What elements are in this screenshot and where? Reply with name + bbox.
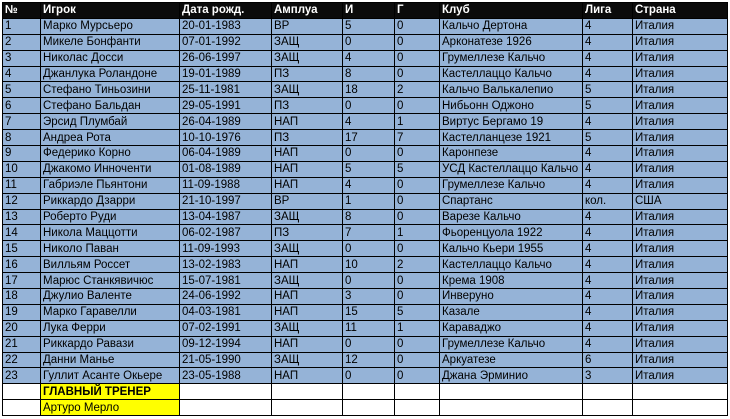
squad-roster-table	[2, 2, 728, 416]
games-cell: 12	[343, 352, 395, 368]
birth-date-cell: 15-07-1981	[180, 273, 272, 289]
player-name-cell: Марюс Станкявичюс	[41, 273, 180, 289]
player-name-cell: Данни Манье	[41, 352, 180, 368]
country-cell: Италия	[633, 146, 728, 162]
league-cell: 5	[583, 130, 633, 146]
table-row	[3, 161, 728, 177]
birth-date-cell: 11-09-1993	[180, 241, 272, 257]
country-cell: Италия	[633, 368, 728, 384]
country-cell: Италия	[633, 289, 728, 305]
games-cell: 4	[343, 177, 395, 193]
blank-cell	[440, 384, 583, 400]
club-cell: УСД Кастеллаццо Кальчо	[440, 161, 583, 177]
table-row	[3, 193, 728, 209]
goals-cell: 0	[395, 273, 440, 289]
position-cell: ЗАЩ	[272, 82, 343, 98]
games-cell: 8	[343, 209, 395, 225]
table-row	[3, 130, 728, 146]
position-cell: ЗАЩ	[272, 241, 343, 257]
games-cell: 18	[343, 82, 395, 98]
table-row	[3, 273, 728, 289]
position-cell: НАП	[272, 304, 343, 320]
player-number-cell: 2	[3, 34, 41, 50]
table-row	[3, 209, 728, 225]
club-cell: Аркуатезе	[440, 352, 583, 368]
blank-cell	[3, 400, 41, 416]
league-cell: 4	[583, 18, 633, 34]
games-cell: 0	[343, 336, 395, 352]
player-name-cell: Николас Досси	[41, 50, 180, 66]
games-cell: 10	[343, 257, 395, 273]
country-cell: Италия	[633, 98, 728, 114]
player-name-cell: Эрсид Плумбай	[41, 114, 180, 130]
player-name-cell: Марко Гаравелли	[41, 304, 180, 320]
blank-cell	[272, 400, 343, 416]
goals-cell: 1	[395, 225, 440, 241]
league-cell: 4	[583, 209, 633, 225]
league-cell: 4	[583, 146, 633, 162]
goals-cell: 5	[395, 161, 440, 177]
club-cell: Кальчо Валькалепио	[440, 82, 583, 98]
country-cell: Италия	[633, 209, 728, 225]
country-cell: Италия	[633, 273, 728, 289]
player-name-cell: Джакомо Инноченти	[41, 161, 180, 177]
league-cell: 3	[583, 368, 633, 384]
club-cell: Каронпезе	[440, 146, 583, 162]
country-cell: Италия	[633, 114, 728, 130]
birth-date-cell: 07-02-1991	[180, 320, 272, 336]
player-name-cell: Джулио Валенте	[41, 289, 180, 305]
column-header-country: Страна	[633, 3, 728, 19]
league-cell: 4	[583, 257, 633, 273]
club-cell: Грумеллезе Кальчо	[440, 50, 583, 66]
column-header-games: И	[343, 3, 395, 19]
birth-date-cell: 11-09-1988	[180, 177, 272, 193]
head-coach-title: ГЛАВНЫЙ ТРЕНЕР	[41, 384, 180, 400]
league-cell: 4	[583, 66, 633, 82]
column-header-number: №	[3, 3, 41, 19]
blank-cell	[343, 400, 395, 416]
games-cell: 5	[343, 161, 395, 177]
table-row	[3, 289, 728, 305]
club-cell: Арконатезе 1926	[440, 34, 583, 50]
games-cell: 5	[343, 18, 395, 34]
goals-cell: 0	[395, 98, 440, 114]
player-number-cell: 21	[3, 336, 41, 352]
player-number-cell: 22	[3, 352, 41, 368]
league-cell: 5	[583, 98, 633, 114]
club-cell: Казале	[440, 304, 583, 320]
country-cell: Италия	[633, 82, 728, 98]
position-cell: ПЗ	[272, 98, 343, 114]
table-row	[3, 352, 728, 368]
table-row	[3, 66, 728, 82]
birth-date-cell: 23-05-1988	[180, 368, 272, 384]
blank-cell	[180, 400, 272, 416]
player-name-cell: Лука Ферри	[41, 320, 180, 336]
birth-date-cell: 21-05-1990	[180, 352, 272, 368]
player-number-cell: 1	[3, 18, 41, 34]
blank-cell	[395, 400, 440, 416]
position-cell: ЗАЩ	[272, 273, 343, 289]
blank-cell	[583, 400, 633, 416]
games-cell: 3	[343, 289, 395, 305]
player-name-cell: Риккардо Равази	[41, 336, 180, 352]
country-cell: Италия	[633, 50, 728, 66]
games-cell: 0	[343, 146, 395, 162]
club-cell: Грумеллезе Кальчо	[440, 177, 583, 193]
table-row	[3, 241, 728, 257]
coach-name-row	[3, 400, 728, 416]
country-cell: Италия	[633, 336, 728, 352]
birth-date-cell: 25-11-1981	[180, 82, 272, 98]
games-cell: 7	[343, 225, 395, 241]
player-number-cell: 14	[3, 225, 41, 241]
games-cell: 15	[343, 304, 395, 320]
birth-date-cell: 19-01-1989	[180, 66, 272, 82]
blank-cell	[3, 384, 41, 400]
goals-cell: 0	[395, 146, 440, 162]
league-cell: 6	[583, 352, 633, 368]
player-name-cell: Микеле Бонфанти	[41, 34, 180, 50]
player-name-cell: Андреа Рота	[41, 130, 180, 146]
player-number-cell: 3	[3, 50, 41, 66]
player-number-cell: 9	[3, 146, 41, 162]
table-row	[3, 177, 728, 193]
goals-cell: 0	[395, 241, 440, 257]
goals-cell: 0	[395, 50, 440, 66]
birth-date-cell: 26-06-1997	[180, 50, 272, 66]
player-number-cell: 10	[3, 161, 41, 177]
country-cell: Италия	[633, 257, 728, 273]
table-row	[3, 336, 728, 352]
player-name-cell: Никола Маццотти	[41, 225, 180, 241]
club-cell: Кальчо Кьери 1955	[440, 241, 583, 257]
position-cell: НАП	[272, 368, 343, 384]
table-row	[3, 368, 728, 384]
country-cell: Италия	[633, 130, 728, 146]
position-cell: ПЗ	[272, 66, 343, 82]
games-cell: 0	[343, 273, 395, 289]
games-cell: 0	[343, 34, 395, 50]
table-row	[3, 114, 728, 130]
position-cell: ВР	[272, 193, 343, 209]
club-cell: Кастеллаццо Кальчо	[440, 66, 583, 82]
league-cell: 4	[583, 289, 633, 305]
position-cell: ЗАЩ	[272, 50, 343, 66]
table-row	[3, 225, 728, 241]
league-cell: 4	[583, 50, 633, 66]
column-header-player: Игрок	[41, 3, 180, 19]
birth-date-cell: 07-01-1992	[180, 34, 272, 50]
player-number-cell: 4	[3, 66, 41, 82]
position-cell: ВР	[272, 18, 343, 34]
player-name-cell: Габриэле Пьянтони	[41, 177, 180, 193]
birth-date-cell: 24-06-1992	[180, 289, 272, 305]
player-number-cell: 19	[3, 304, 41, 320]
player-number-cell: 6	[3, 98, 41, 114]
games-cell: 0	[343, 241, 395, 257]
country-cell: Италия	[633, 18, 728, 34]
blank-cell	[180, 384, 272, 400]
blank-cell	[343, 384, 395, 400]
country-cell: Италия	[633, 34, 728, 50]
player-number-cell: 23	[3, 368, 41, 384]
table-row	[3, 98, 728, 114]
player-name-cell: Джанлука Роландоне	[41, 66, 180, 82]
position-cell: НАП	[272, 177, 343, 193]
player-number-cell: 12	[3, 193, 41, 209]
header-row	[3, 3, 728, 19]
player-number-cell: 17	[3, 273, 41, 289]
country-cell: Италия	[633, 161, 728, 177]
goals-cell: 0	[395, 368, 440, 384]
club-cell: Фьоренцуола 1922	[440, 225, 583, 241]
player-number-cell: 5	[3, 82, 41, 98]
club-cell: Кальчо Дертона	[440, 18, 583, 34]
club-cell: Варезе Кальчо	[440, 209, 583, 225]
goals-cell: 0	[395, 193, 440, 209]
birth-date-cell: 13-04-1987	[180, 209, 272, 225]
goals-cell: 0	[395, 289, 440, 305]
league-cell: 4	[583, 114, 633, 130]
player-number-cell: 20	[3, 320, 41, 336]
player-name-cell: Роберто Руди	[41, 209, 180, 225]
games-cell: 17	[343, 130, 395, 146]
country-cell: Италия	[633, 66, 728, 82]
goals-cell: 1	[395, 114, 440, 130]
goals-cell: 0	[395, 336, 440, 352]
league-cell: 4	[583, 225, 633, 241]
player-name-cell: Вилльям Россет	[41, 257, 180, 273]
country-cell: Италия	[633, 352, 728, 368]
player-name-cell: Стефано Тиньозини	[41, 82, 180, 98]
birth-date-cell: 06-02-1987	[180, 225, 272, 241]
position-cell: НАП	[272, 161, 343, 177]
birth-date-cell: 06-04-1989	[180, 146, 272, 162]
goals-cell: 0	[395, 18, 440, 34]
table-row	[3, 257, 728, 273]
position-cell: НАП	[272, 146, 343, 162]
league-cell: 5	[583, 82, 633, 98]
roster-body	[3, 18, 728, 383]
goals-cell: 0	[395, 209, 440, 225]
table-row	[3, 146, 728, 162]
league-cell: 4	[583, 273, 633, 289]
position-cell: ЗАЩ	[272, 34, 343, 50]
games-cell: 1	[343, 193, 395, 209]
league-cell: 4	[583, 177, 633, 193]
birth-date-cell: 13-02-1983	[180, 257, 272, 273]
table-row	[3, 304, 728, 320]
club-cell: Джана Эрминио	[440, 368, 583, 384]
league-cell: 4	[583, 241, 633, 257]
head-coach-name: Артуро Мерло	[41, 400, 180, 416]
birth-date-cell: 04-03-1981	[180, 304, 272, 320]
games-cell: 0	[343, 98, 395, 114]
position-cell: ЗАЩ	[272, 209, 343, 225]
player-number-cell: 8	[3, 130, 41, 146]
birth-date-cell: 21-10-1997	[180, 193, 272, 209]
player-name-cell: Гуллит Асанте Окьере	[41, 368, 180, 384]
player-number-cell: 18	[3, 289, 41, 305]
blank-cell	[395, 384, 440, 400]
birth-date-cell: 09-12-1994	[180, 336, 272, 352]
club-cell: Инверуно	[440, 289, 583, 305]
table-row	[3, 34, 728, 50]
column-header-club: Клуб	[440, 3, 583, 19]
goals-cell: 5	[395, 304, 440, 320]
goals-cell: 7	[395, 130, 440, 146]
goals-cell: 1	[395, 320, 440, 336]
goals-cell: 0	[395, 66, 440, 82]
blank-cell	[633, 400, 728, 416]
club-cell: Караваджо	[440, 320, 583, 336]
goals-cell: 0	[395, 34, 440, 50]
goals-cell: 0	[395, 177, 440, 193]
table-row	[3, 320, 728, 336]
table-row	[3, 50, 728, 66]
games-cell: 4	[343, 50, 395, 66]
table-row	[3, 18, 728, 34]
player-number-cell: 11	[3, 177, 41, 193]
birth-date-cell: 29-05-1991	[180, 98, 272, 114]
player-name-cell: Марко Мурсьеро	[41, 18, 180, 34]
league-cell: кол.	[583, 193, 633, 209]
games-cell: 11	[343, 320, 395, 336]
games-cell: 8	[343, 66, 395, 82]
club-cell: Кастелланцезе 1921	[440, 130, 583, 146]
player-name-cell: Николо Паван	[41, 241, 180, 257]
club-cell: Виртус Бергамо 19	[440, 114, 583, 130]
goals-cell: 0	[395, 352, 440, 368]
player-name-cell: Стефано Бальдан	[41, 98, 180, 114]
player-name-cell: Федерико Корно	[41, 146, 180, 162]
position-cell: ЗАЩ	[272, 320, 343, 336]
birth-date-cell: 20-01-1983	[180, 18, 272, 34]
column-header-goals: Г	[395, 3, 440, 19]
country-cell: Италия	[633, 241, 728, 257]
birth-date-cell: 10-10-1976	[180, 130, 272, 146]
position-cell: НАП	[272, 257, 343, 273]
column-header-birth-date: Дата рожд.	[180, 3, 272, 19]
country-cell: Италия	[633, 304, 728, 320]
position-cell: ПЗ	[272, 130, 343, 146]
blank-cell	[440, 400, 583, 416]
blank-cell	[583, 384, 633, 400]
blank-cell	[272, 384, 343, 400]
player-number-cell: 7	[3, 114, 41, 130]
club-cell: Спартанс	[440, 193, 583, 209]
birth-date-cell: 01-08-1989	[180, 161, 272, 177]
player-number-cell: 15	[3, 241, 41, 257]
club-cell: Нибьонн Оджоно	[440, 98, 583, 114]
games-cell: 0	[343, 368, 395, 384]
position-cell: ЗАЩ	[272, 352, 343, 368]
position-cell: ПЗ	[272, 225, 343, 241]
league-cell: 4	[583, 34, 633, 50]
player-name-cell: Риккардо Дзарри	[41, 193, 180, 209]
column-header-position: Амплуа	[272, 3, 343, 19]
country-cell: США	[633, 193, 728, 209]
league-cell: 4	[583, 161, 633, 177]
player-number-cell: 16	[3, 257, 41, 273]
club-cell: Грумеллезе Кальчо	[440, 336, 583, 352]
club-cell: Кастеллаццо Кальчо	[440, 257, 583, 273]
column-header-league: Лига	[583, 3, 633, 19]
position-cell: НАП	[272, 289, 343, 305]
player-number-cell: 13	[3, 209, 41, 225]
country-cell: Италия	[633, 177, 728, 193]
birth-date-cell: 26-04-1989	[180, 114, 272, 130]
country-cell: Италия	[633, 320, 728, 336]
blank-cell	[633, 384, 728, 400]
position-cell: НАП	[272, 114, 343, 130]
games-cell: 4	[343, 114, 395, 130]
league-cell: 4	[583, 336, 633, 352]
country-cell: Италия	[633, 225, 728, 241]
league-cell: 4	[583, 304, 633, 320]
coach-title-row	[3, 384, 728, 400]
club-cell: Крема 1908	[440, 273, 583, 289]
position-cell: НАП	[272, 336, 343, 352]
goals-cell: 2	[395, 257, 440, 273]
league-cell: 4	[583, 320, 633, 336]
goals-cell: 2	[395, 82, 440, 98]
table-row	[3, 82, 728, 98]
